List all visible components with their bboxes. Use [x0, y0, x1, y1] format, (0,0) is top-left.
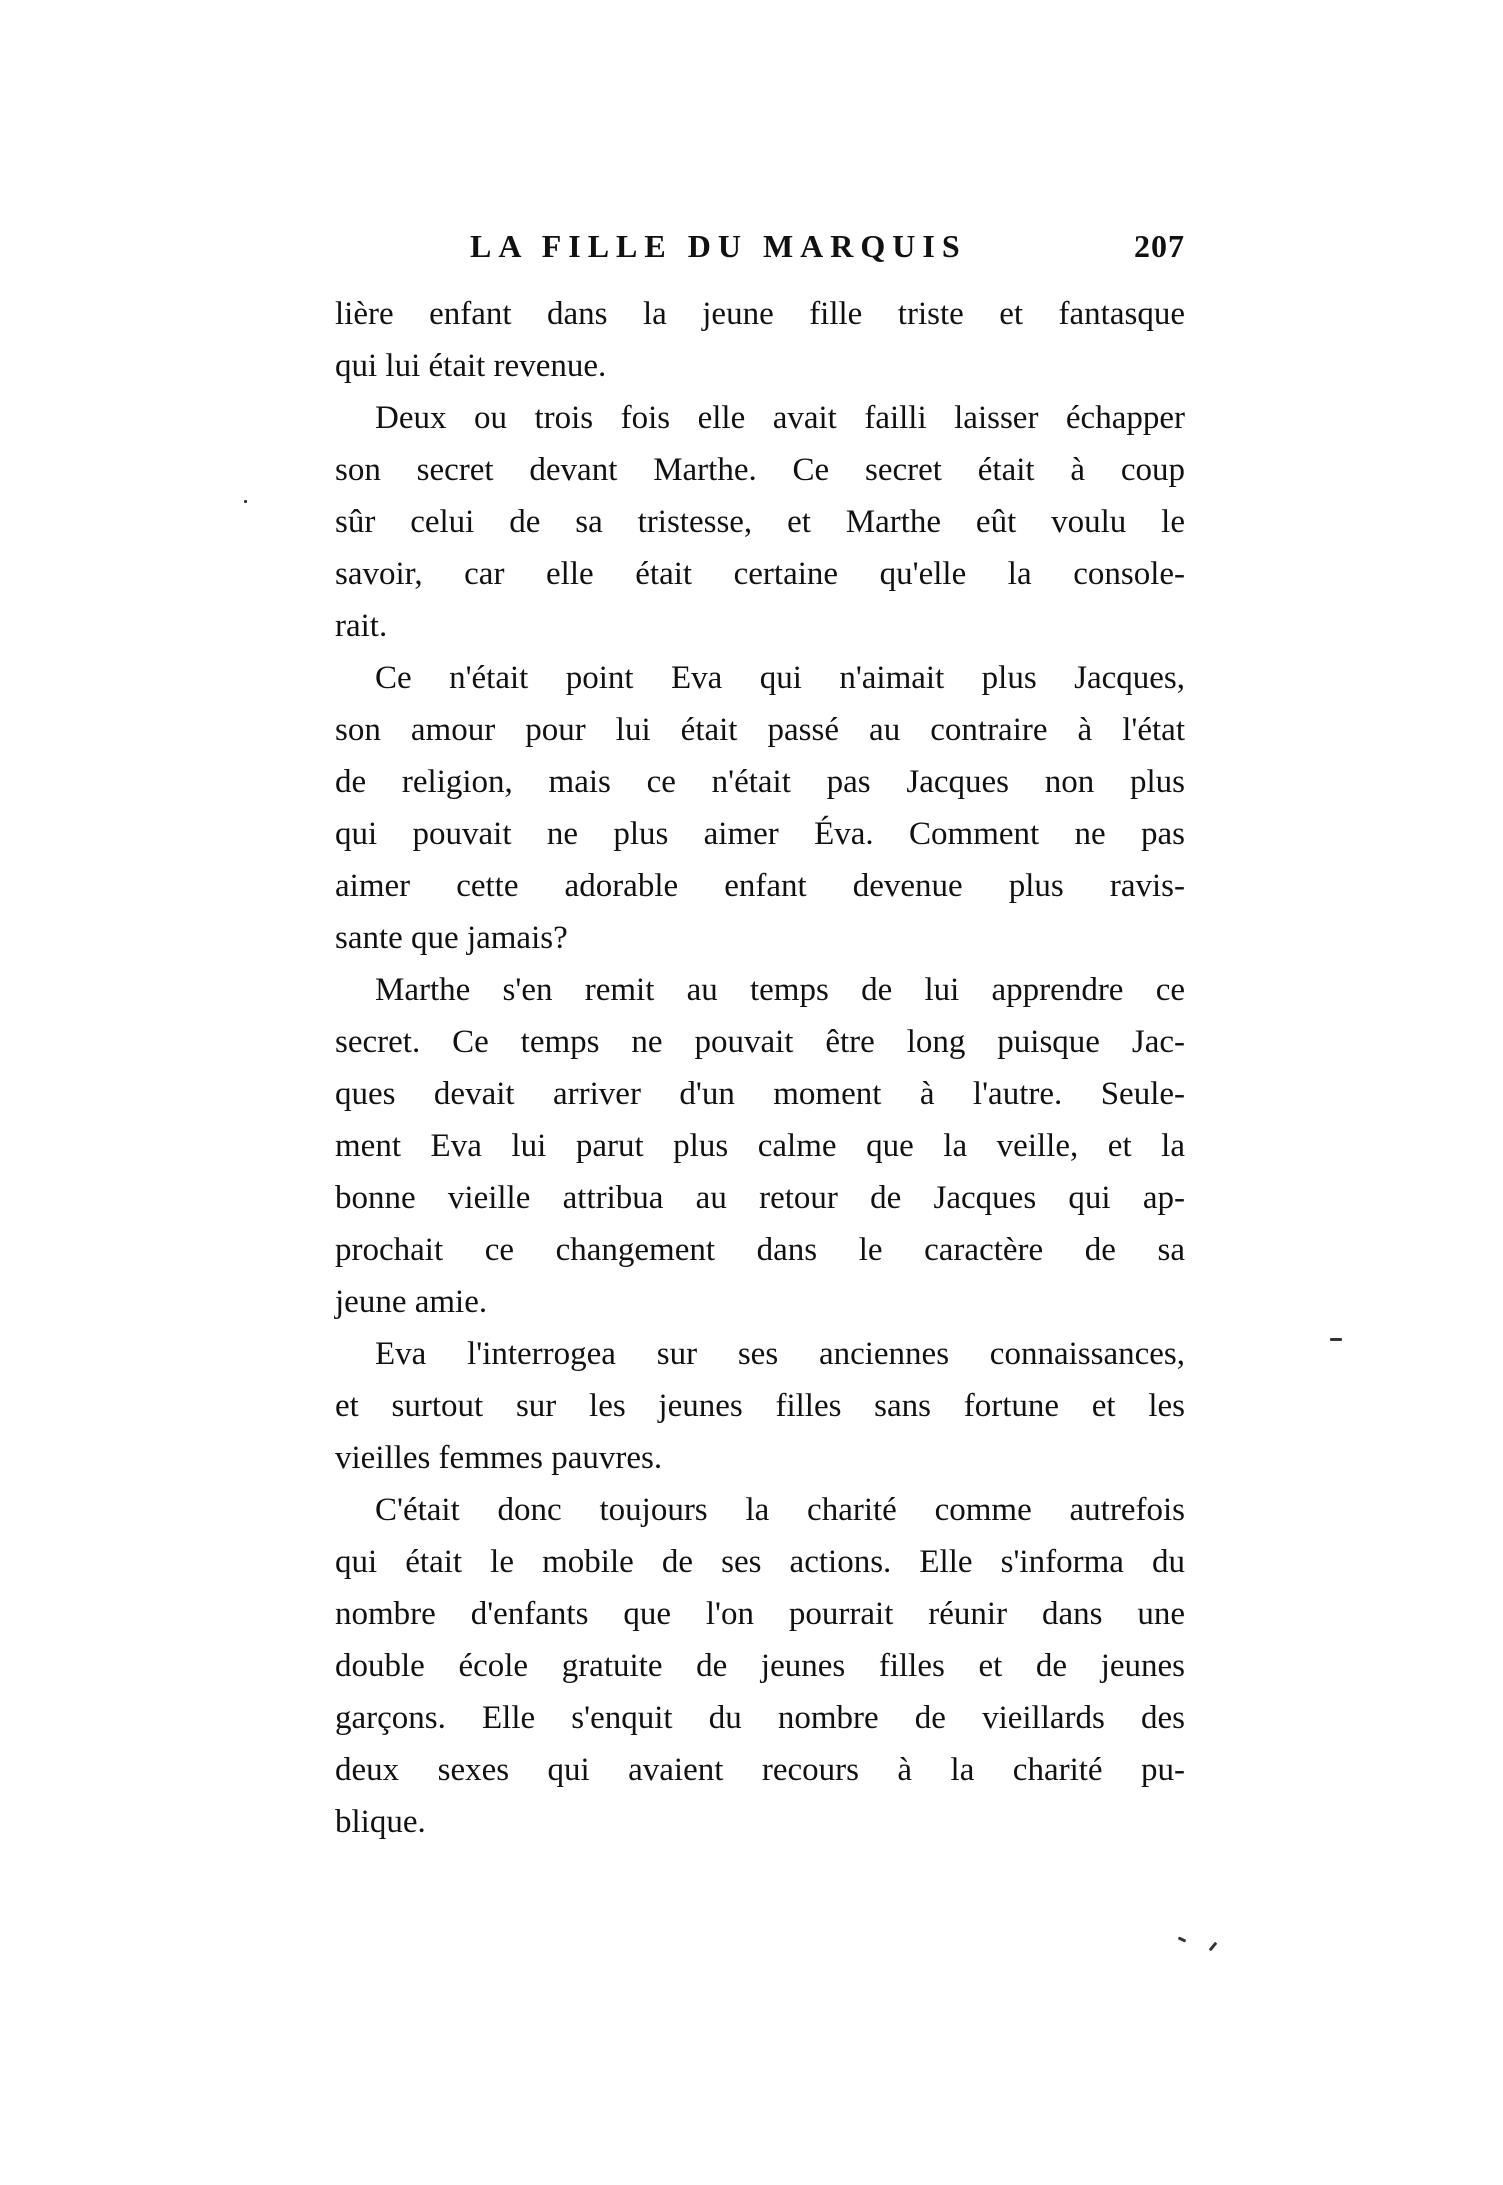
text-line: sûr celui de sa tristesse, et Marthe eût voulu le — [335, 504, 1185, 540]
text-line: et surtout sur les jeunes filles sans fortune et les — [335, 1388, 1185, 1424]
text-line: lière enfant dans la jeune fille triste et fantasque — [335, 296, 1185, 332]
text-line: sante que jamais? — [335, 920, 568, 956]
body-text — [335, 288, 1185, 1848]
text-line: qui était le mobile de ses actions. Elle s'informa du — [335, 1544, 1185, 1580]
text-line: qui pouvait ne plus aimer Éva. Comment ne pas — [335, 816, 1185, 852]
text-line: de religion, mais ce n'était pas Jacques non plus — [335, 764, 1185, 800]
text-line: ment Eva lui parut plus calme que la veille, et la — [335, 1128, 1185, 1164]
scan-speck — [1330, 1338, 1342, 1341]
text-line: blique. — [335, 1804, 426, 1840]
text-line: vieilles femmes pauvres. — [335, 1440, 663, 1476]
running-header — [335, 228, 1185, 268]
text-line: jeune amie. — [335, 1284, 488, 1320]
page-number: 207 — [1134, 228, 1185, 264]
paragraph — [335, 392, 1185, 652]
text-line: Marthe s'en remit au temps de lui apprendre ce — [375, 972, 1185, 1008]
paragraph — [335, 1328, 1185, 1484]
text-line: Eva l'interrogea sur ses anciennes connaissances, — [375, 1336, 1185, 1372]
text-line: savoir, car elle était certaine qu'elle la console- — [335, 556, 1185, 592]
paragraph — [335, 964, 1185, 1328]
text-line: qui lui était revenue. — [335, 348, 607, 384]
scan-speck — [1178, 1936, 1187, 1942]
text-line: ques devait arriver d'un moment à l'autre. Seule- — [335, 1076, 1185, 1112]
text-line: aimer cette adorable enfant devenue plus ravis- — [335, 868, 1185, 904]
scan-speck — [1209, 1942, 1218, 1952]
text-line: prochait ce changement dans le caractère de sa — [335, 1232, 1185, 1268]
paragraph — [335, 652, 1185, 964]
text-line: double école gratuite de jeunes filles et de jeunes — [335, 1648, 1185, 1684]
text-line: rait. — [335, 608, 388, 644]
text-line: Ce n'était point Eva qui n'aimait plus Jacques, — [375, 660, 1185, 696]
paragraph — [335, 1484, 1185, 1848]
running-title: LA FILLE DU MARQUIS — [470, 228, 967, 264]
text-line: nombre d'enfants que l'on pourrait réunir dans une — [335, 1596, 1185, 1632]
paragraph — [335, 288, 1185, 392]
text-line: son amour pour lui était passé au contraire à l'état — [335, 712, 1185, 748]
text-line: secret. Ce temps ne pouvait être long puisque Jac- — [335, 1024, 1185, 1060]
text-line: son secret devant Marthe. Ce secret était à coup — [335, 452, 1185, 488]
text-line: bonne vieille attribua au retour de Jacques qui ap- — [335, 1180, 1185, 1216]
scan-speck — [244, 500, 247, 503]
text-line: C'était donc toujours la charité comme autrefois — [375, 1492, 1185, 1528]
text-line: Deux ou trois fois elle avait failli laisser échapper — [375, 400, 1185, 436]
text-line: garçons. Elle s'enquit du nombre de vieillards des — [335, 1700, 1185, 1736]
text-line: deux sexes qui avaient recours à la charité pu- — [335, 1752, 1185, 1788]
